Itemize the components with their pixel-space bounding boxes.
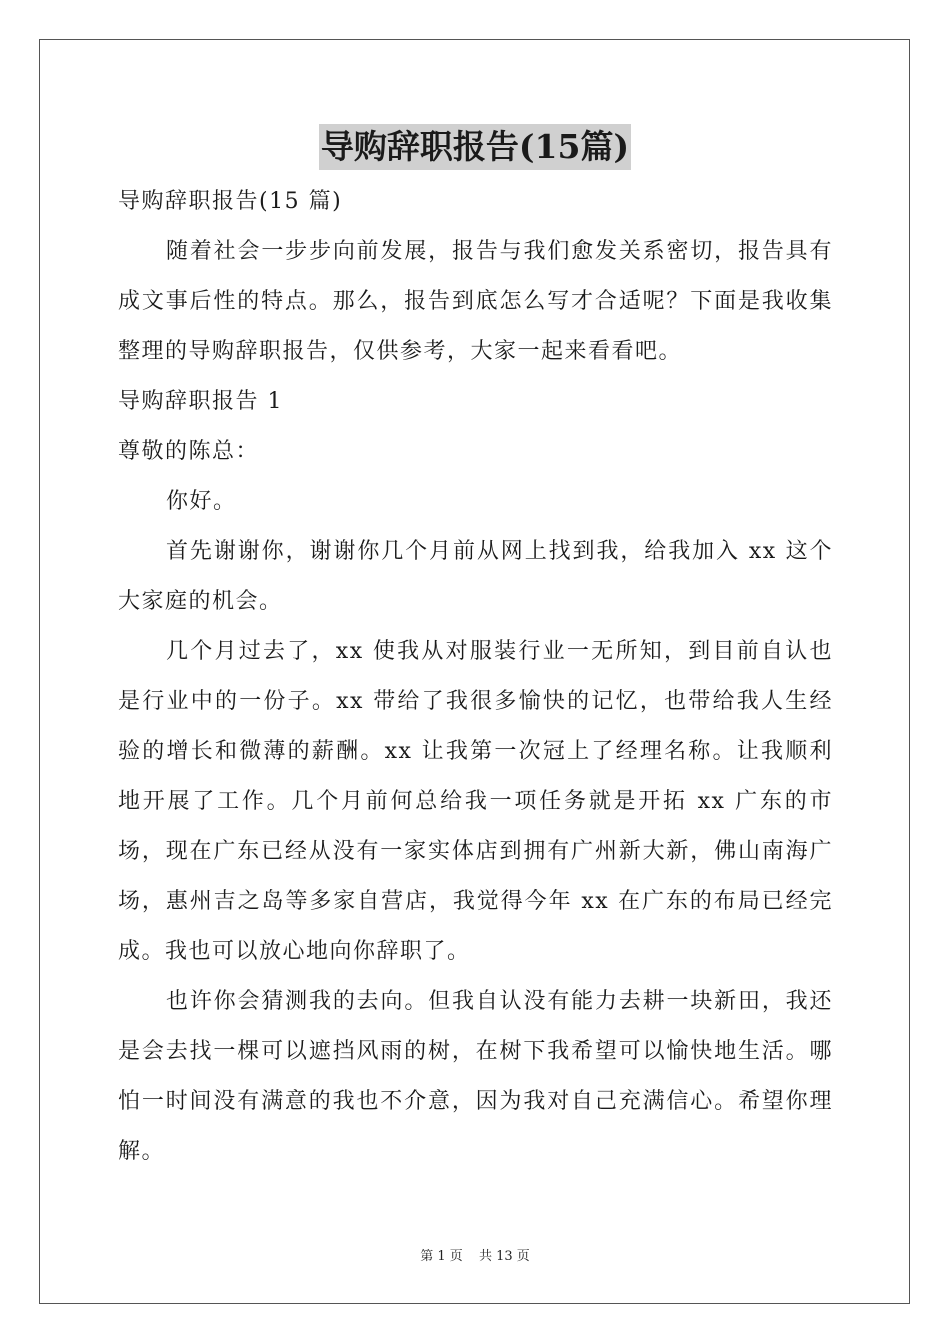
paragraph-heading-1: 导购辞职报告 1 [118, 389, 283, 414]
paragraph-greeting: 你好。 [166, 489, 237, 514]
paragraph-experience: 几个月过去了，xx 使我从对服装行业一无所知，到目前自认也是行业中的一份子。xx 带给了我很多愉快的记忆，也带给我人生经验的增长和微薄的薪酬。xx 让我第一次冠上了经理名称。让我顺利地开展了工作。几个月前何总给我一项任务就是开拓 xx 广东的市场，现在广东已经从没有一家实体店到拥有广州新大新，佛山南海广场，惠州吉之岛等多家自营店，我觉得今年 xx 在广东的布局已经完成。我也可以放心地向你辞职了。 [118, 639, 833, 964]
page-total: 共 13 页 [478, 1249, 530, 1264]
paragraph-subtitle: 导购辞职报告(15 篇) [118, 189, 343, 214]
paragraph-thanks: 首先谢谢你，谢谢你几个月前从网上找到我，给我加入 xx 这个大家庭的机会。 [118, 539, 833, 614]
paragraph-intro: 随着社会一步步向前发展，报告与我们愈发关系密切，报告具有成文事后性的特点。那么，报告到底怎么写才合适呢？下面是我收集整理的导购辞职报告，仅供参考，大家一起来看看吧。 [118, 239, 833, 364]
document-body [118, 177, 833, 1177]
paragraph-salutation: 尊敬的陈总： [118, 439, 260, 464]
page-footer [0, 1245, 950, 1264]
title-container [0, 124, 950, 170]
paragraph-future: 也许你会猜测我的去向。但我自认没有能力去耕一块新田，我还是会去找一棵可以遮挡风雨的树，在树下我希望可以愉快地生活。哪怕一时间没有满意的我也不介意，因为我对自己充满信心。希望你理解。 [118, 989, 833, 1164]
document-title: 导购辞职报告(15篇) [319, 124, 631, 170]
page-number: 第 1 页 [420, 1249, 463, 1264]
